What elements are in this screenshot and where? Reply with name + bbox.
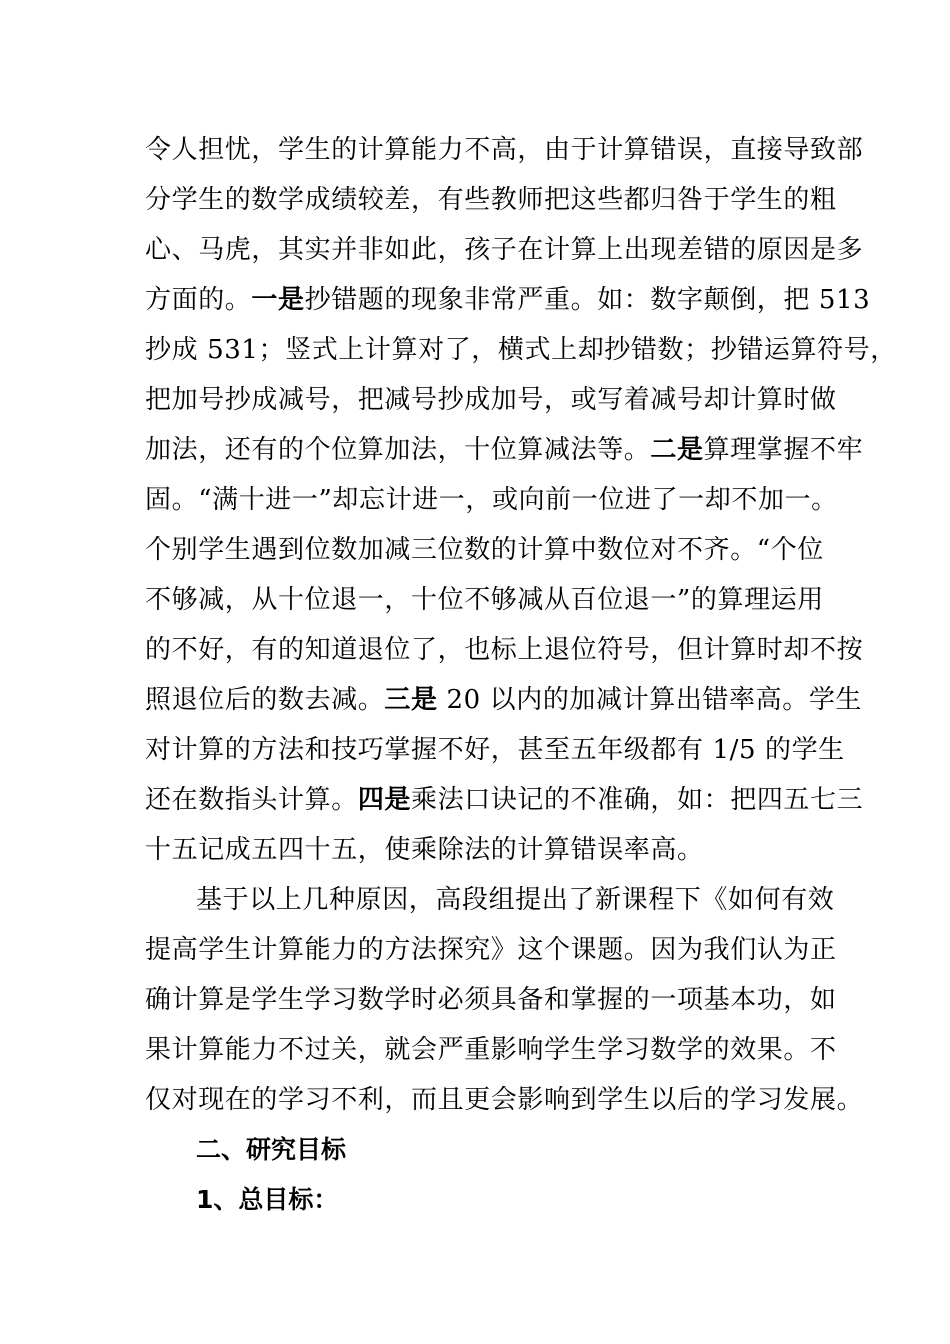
text-run: 算理掌握不牢 [703, 435, 864, 465]
text-run: 抄错题的现象非常严重。如：数字颠倒，把 513 [304, 285, 871, 315]
paragraph-1-line-3: 心、马虎，其实并非如此，孩子在计算上出现差错的原因是多 [145, 235, 864, 265]
paragraph-2-line-2: 提高学生计算能力的方法探究》这个课题。因为我们认为正 [145, 935, 837, 965]
text-run: 加法，还有的个位算加法，十位算减法等。 [145, 435, 651, 465]
emphasis-first: 一是 [251, 285, 305, 315]
paragraph-2-line-5: 仅对现在的学习不利，而且更会影响到学生以后的学习发展。 [145, 1085, 864, 1115]
paragraph-1-line-12 [145, 675, 863, 725]
emphasis-fourth: 四是 [357, 785, 412, 815]
text-run: 还在数指头计算。 [145, 785, 358, 815]
paragraph-1-line-2: 分学生的数学成绩较差，有些教师把这些都归咎于学生的粗 [145, 185, 837, 215]
paragraph-2-line-4: 果计算能力不过关，就会严重影响学生学习数学的效果。不 [145, 1035, 837, 1065]
subsection-heading: 1、总目标： [196, 1185, 339, 1214]
paragraph-1-line-4 [145, 275, 871, 325]
paragraph-1-line-6: 把加号抄成减号，把减号抄成加号，或写着减号却计算时做 [145, 385, 837, 415]
text-run: 照退位后的数去减。 [145, 685, 385, 715]
paragraph-2-line-1: 基于以上几种原因，高段组提出了新课程下《如何有效 [196, 885, 835, 915]
paragraph-1-line-10: 不够减，从十位退一，十位不够减从百位退一”的算理运用 [145, 585, 824, 615]
paragraph-1-line-8: 固。“满十进一”却忘计进一，或向前一位进了一却不加一。 [145, 485, 838, 515]
text-run: 方面的。 [145, 285, 252, 315]
paragraph-1-line-7 [145, 425, 864, 475]
paragraph-1-line-5: 抄成 531；竖式上计算对了，横式上却抄错数；抄错运算符号， [145, 335, 897, 365]
paragraph-2-line-3: 确计算是学生学习数学时必须具备和掌握的一项基本功，如 [145, 985, 837, 1015]
text-run: 20 以内的加减计算出错率高。学生 [437, 685, 863, 715]
paragraph-1-line-11: 的不好，有的知道退位了，也标上退位符号，但计算时却不按 [145, 635, 864, 665]
paragraph-1-line-13: 对计算的方法和技巧掌握不好，甚至五年级都有 1/5 的学生 [145, 735, 845, 765]
section-heading: 二、研究目标 [196, 1135, 347, 1164]
emphasis-second: 二是 [650, 435, 704, 465]
paragraph-1-line-1: 令人担忧，学生的计算能力不高，由于计算错误，直接导致部 [145, 135, 864, 165]
emphasis-third: 三是 [384, 685, 438, 715]
text-run: 乘法口诀记的不准确，如：把四五七三 [411, 785, 864, 815]
paragraph-1-line-14 [145, 775, 864, 825]
paragraph-1-line-15: 十五记成五四十五，使乘除法的计算错误率高。 [145, 835, 704, 865]
paragraph-1-line-9: 个别学生遇到位数加减三位数的计算中数位对不齐。“个位 [145, 535, 824, 565]
